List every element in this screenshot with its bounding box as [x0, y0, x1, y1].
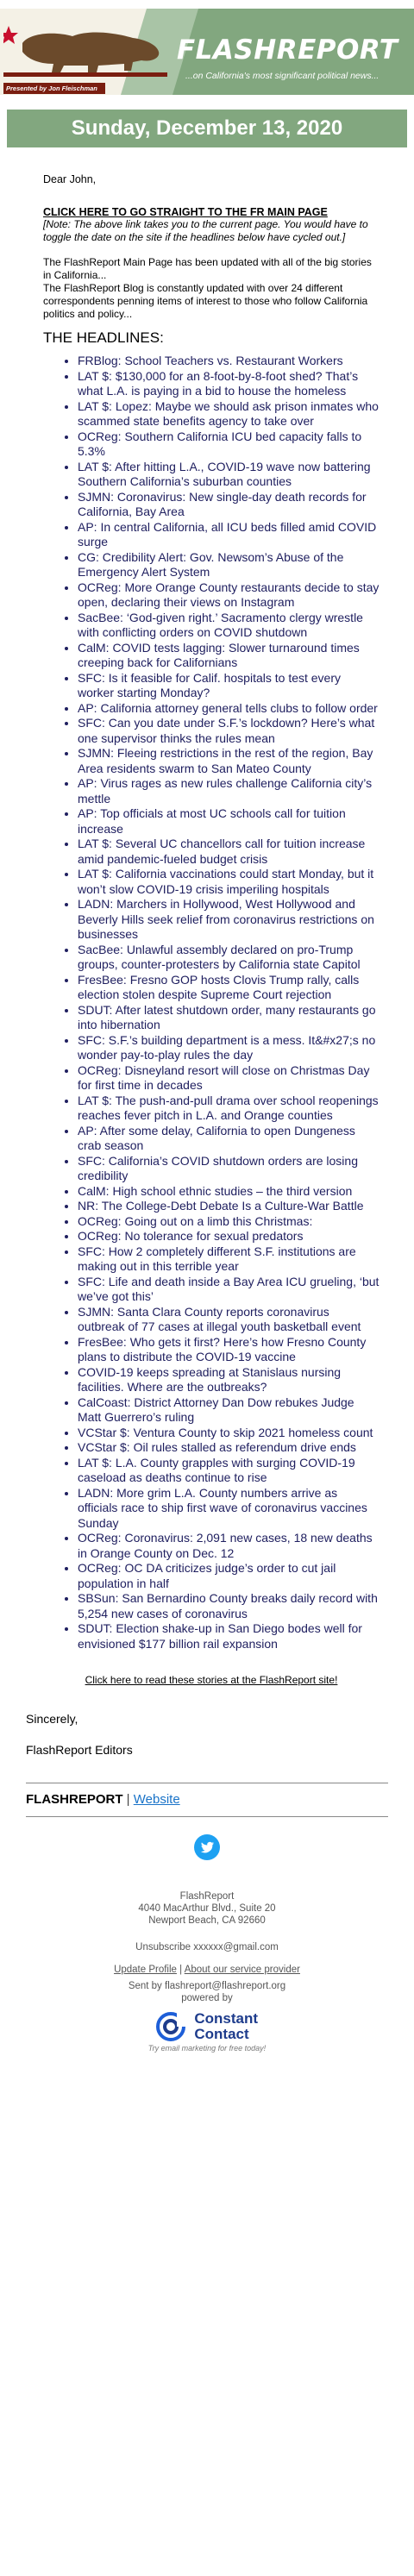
footer-links — [0, 1965, 414, 1975]
website-link[interactable]: Website — [133, 1792, 180, 1807]
headline-item[interactable]: • SacBee: Unlawful assembly declared on pro-Trump groups, counter-protesters by California state Capitol — [78, 943, 380, 973]
headline-item[interactable]: • LAT $: L.A. County grapples with surging COVID-19 caseload as deaths continue to rise — [78, 1456, 380, 1486]
footer-org: FlashReport — [179, 1891, 235, 1902]
headline-item[interactable]: • VCStar $: Ventura County to skip 2021 homeless count — [78, 1426, 380, 1441]
headline-item[interactable]: • OCReg: Coronavirus: 2,091 new cases, 18 new deaths in Orange County on Dec. 12 — [78, 1531, 380, 1561]
headline-item[interactable]: • SFC: S.F.’s building department is a mess. It&#x27;s no wonder pay-to-play rules the day — [78, 1033, 380, 1063]
note-text: [Note: The above link takes you to the current page. You would have to toggle the date on the site if the headlines below have cycled out.] — [43, 218, 368, 243]
headline-item[interactable]: • SacBee: ‘God-given right.’ Sacramento clergy wrestle with conflicting orders on COVID shutdown — [78, 611, 380, 641]
headline-item[interactable]: • SFC: Life and death inside a Bay Area ICU grueling, ‘but we’ve got this’ — [78, 1275, 380, 1305]
headline-list — [43, 354, 380, 1652]
main-page-link[interactable]: CLICK HERE TO GO STRAIGHT TO THE FR MAIN PAGE — [43, 206, 328, 218]
headline-item[interactable]: • SFC: How 2 completely different S.F. institutions are making out in this terrible year — [78, 1244, 380, 1275]
headline-item[interactable]: • CalM: COVID tests lagging: Slower turnaround times creeping back for Californians — [78, 641, 380, 671]
header-banner — [0, 0, 414, 99]
headline-item[interactable]: • FresBee: Fresno GOP hosts Clovis Trump rally, calls election stolen despite Supreme Court rejection — [78, 973, 380, 1003]
cc-tagline: Try email marketing for free today! — [147, 2044, 267, 2053]
headline-item[interactable]: • NR: The College-Debt Debate Is a Culture-War Battle — [78, 1199, 380, 1214]
sincerely: Sincerely, — [26, 1712, 78, 1726]
social-links — [0, 1834, 414, 1865]
about-provider-link[interactable]: About our service provider — [184, 1965, 300, 1975]
blog-text: The FlashReport Blog is constantly updated with over 24 different correspondents penning items of interest to those who follow California politics and policy... — [43, 282, 368, 320]
headline-item[interactable]: • LADN: Marchers in Hollywood, West Hollywood and Beverly Hills seek relief from coronavirus restrictions on businesses — [78, 897, 380, 943]
headline-item[interactable]: • OCReg: Going out on a limb this Christmas: — [78, 1214, 380, 1230]
headline-item[interactable]: • CG: Credibility Alert: Gov. Newsom’s Abuse of the Emergency Alert System — [78, 550, 380, 580]
read-stories-link[interactable]: Click here to read these stories at the FlashReport site! — [85, 1674, 338, 1686]
update-profile-link[interactable]: Update Profile — [114, 1965, 177, 1975]
headline-item[interactable]: • SDUT: Election shake-up in San Diego bodes well for envisioned $177 billion rail expansion — [78, 1621, 380, 1652]
headline-item[interactable]: • SJMN: Coronavirus: New single-day death records for California, Bay Area — [78, 490, 380, 520]
editors-signature: FlashReport Editors — [26, 1743, 133, 1757]
brand-tagline: ...on California's most significant political news... — [185, 71, 380, 81]
unsubscribe-text — [0, 1942, 414, 1952]
footer-address — [0, 1890, 414, 1927]
headline-item[interactable]: • LAT $: After hitting L.A., COVID-19 wave now battering Southern California’s suburban counties — [78, 460, 380, 490]
headline-item[interactable]: • AP: In central California, all ICU beds filled amid COVID surge — [78, 520, 380, 550]
headline-item[interactable]: • FresBee: Who gets it first? Here’s how Fresno County plans to distribute the COVID-19 vaccine — [78, 1335, 380, 1365]
date-bar: Sunday, December 13, 2020 — [7, 110, 407, 147]
greeting: Dear John, — [43, 173, 97, 185]
headline-item[interactable]: • SJMN: Santa Clara County reports coronavirus outbreak of 77 cases at illegal youth basketball event — [78, 1305, 380, 1335]
headline-item[interactable]: • COVID-19 keeps spreading at Stanislaus nursing facilities. Where are the outbreaks? — [78, 1365, 380, 1395]
brand-title: FLASHREPORT — [177, 34, 398, 66]
headline-item[interactable]: • SFC: Can you date under S.F.’s lockdown? Here’s what one supervisor thinks the rules mean — [78, 716, 380, 746]
headline-item[interactable]: • CalCoast: District Attorney Dan Dow rebukes Judge Matt Guerrero’s ruling — [78, 1395, 380, 1426]
headline-item[interactable]: • LAT $: The push-and-pull drama over school reopenings reaches fever pitch in L.A. and Orange counties — [78, 1094, 380, 1124]
twitter-icon[interactable] — [194, 1834, 220, 1860]
footer-brand: FLASHREPORT — [26, 1792, 123, 1807]
headline-item[interactable]: • LAT $: California vaccinations could start Monday, but it won’t slow COVID-19 crisis imperiling hospitals — [78, 867, 380, 897]
closing — [0, 1686, 414, 1757]
red-star-icon — [3, 26, 18, 44]
headline-item[interactable]: • AP: Virus rages as new rules challenge California city’s mettle — [78, 776, 380, 806]
headline-item[interactable]: • OCReg: Disneyland resort will close on Christmas Day for first time in decades — [78, 1063, 380, 1094]
headline-item[interactable]: • FRBlog: School Teachers vs. Restaurant Workers — [78, 354, 380, 369]
constant-contact-name — [194, 2011, 258, 2042]
headline-item[interactable]: • LADN: More grim L.A. County numbers arrive as officials race to ship first wave of coronavirus vaccines Sunday — [78, 1486, 380, 1532]
headline-item[interactable]: • AP: California attorney general tells clubs to follow order — [78, 701, 380, 717]
powered-by-text: powered by — [181, 1993, 233, 2003]
headline-item[interactable]: • SDUT: After latest shutdown order, many restaurants go into hibernation — [78, 1003, 380, 1033]
headline-item[interactable]: • OCReg: OC DA criticizes judge’s order to cut jail population in half — [78, 1561, 380, 1591]
footer-brand-bar — [26, 1783, 388, 1817]
headline-item[interactable]: • LAT $: Lopez: Maybe we should ask prison inmates who scammed state benefits agency to take over — [78, 399, 380, 429]
sent-by-text: Sent by flashreport@flashreport.org — [128, 1981, 286, 1991]
constant-contact-icon — [156, 2012, 185, 2041]
cc-line1: Constant — [194, 2010, 259, 2027]
footer-address-line2: Newport Beach, CA 92660 — [148, 1915, 266, 1926]
email-body — [0, 147, 414, 1686]
headline-item[interactable]: • SFC: Is it feasible for Calif. hospitals to test every worker starting Monday? — [78, 671, 380, 701]
headline-item[interactable]: • OCReg: No tolerance for sexual predators — [78, 1229, 380, 1244]
headline-item[interactable]: • SFC: California’s COVID shutdown orders are losing credibility — [78, 1154, 380, 1184]
california-bear-icon — [3, 24, 167, 85]
headline-item[interactable]: • SBSun: San Bernardino County breaks daily record with 5,254 new cases of coronavirus — [78, 1591, 380, 1621]
constant-contact-logo[interactable] — [0, 2011, 414, 2053]
footer-links-separator: | — [179, 1965, 183, 1975]
footer-separator: | — [126, 1792, 130, 1807]
headline-item[interactable]: • AP: After some delay, California to open Dungeness crab season — [78, 1124, 380, 1154]
unsubscribe-link[interactable]: Unsubscribe xxxxxx@gmail.com — [135, 1942, 279, 1952]
sent-by — [0, 1980, 414, 2004]
updated-text: The FlashReport Main Page has been updated with all of the big stories in California... — [43, 256, 372, 281]
cc-line2: Contact — [194, 2026, 249, 2042]
headline-item[interactable]: • CalM: High school ethnic studies – the third version — [78, 1184, 380, 1200]
presented-by: Presented by Jon Fleischman — [3, 83, 105, 94]
headline-item[interactable]: • VCStar $: Oil rules stalled as referendum drive ends — [78, 1440, 380, 1456]
headline-item[interactable]: • OCReg: More Orange County restaurants decide to stay open, declaring their views on Instagram — [78, 580, 380, 611]
headline-item[interactable]: • SJMN: Fleeing restrictions in the rest of the region, Bay Area residents swarm to San Mateo County — [78, 746, 380, 776]
headlines-title: THE HEADLINES: — [43, 329, 164, 346]
headline-item[interactable]: • AP: Top officials at most UC schools call for tuition increase — [78, 806, 380, 837]
headline-item[interactable]: • LAT $: $130,000 for an 8-foot-by-8-foot shed? That’s what L.A. is paying in a bid to house the homeless — [78, 369, 380, 399]
headline-item[interactable]: • LAT $: Several UC chancellors call for tuition increase amid pandemic-fueled budget crisis — [78, 837, 380, 867]
headline-item[interactable]: • OCReg: Southern California ICU bed capacity falls to 5.3% — [78, 429, 380, 460]
footer-address-line1: 4040 MacArthur Blvd., Suite 20 — [138, 1903, 276, 1914]
